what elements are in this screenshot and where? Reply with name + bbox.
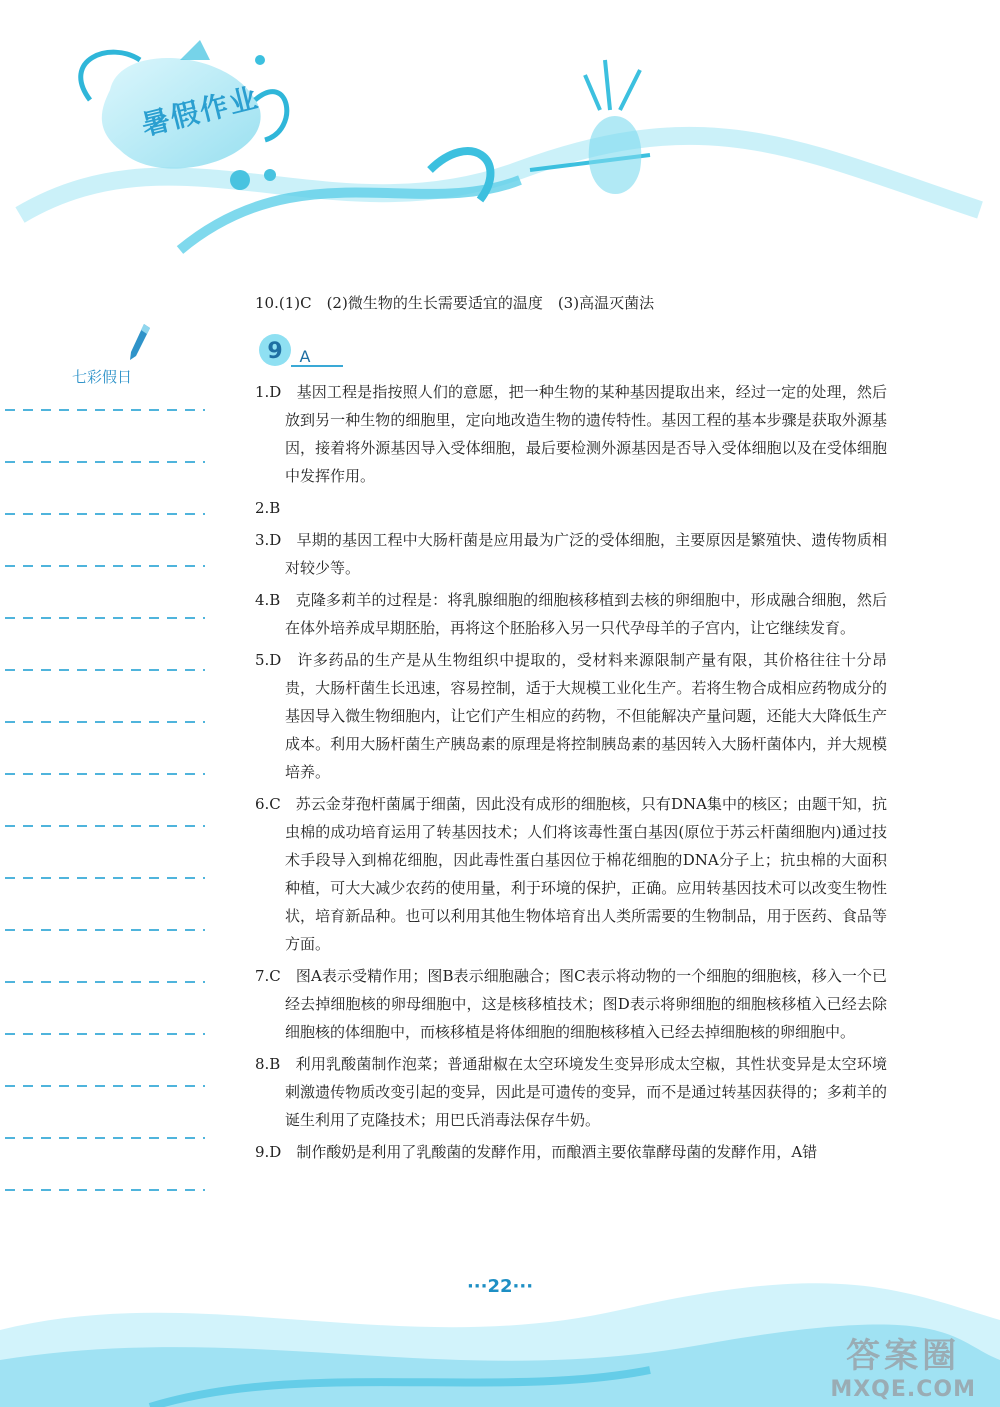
answer-item: 3.D 早期的基因工程中大肠杆菌是应用最为广泛的受体细胞，主要原因是繁殖快、遗传物质相对较少等。 [255, 531, 887, 577]
answer-item: 9.D 制作酸奶是利用了乳酸菌的发酵作用，而酿酒主要依靠酵母菌的发酵作用，A错 [255, 1143, 818, 1161]
header-title: 暑假作业 [138, 80, 263, 142]
note-lines [0, 400, 210, 1220]
watermark-top: 答案圈 [846, 1336, 961, 1376]
page-number: ···22··· [466, 1276, 534, 1297]
answer-item: 2.B [255, 499, 281, 517]
answer-item: 8.B 利用乳酸菌制作泡菜；普通甜椒在太空环境发生变异形成太空椒，其性状变异是太空环境刺激遗传物质改变引起的变异，因此是可遗传的变异，而不是通过转基因获得的；多莉羊的诞生利用了克隆技术；用巴氏消毒法保存牛奶。 [255, 1055, 887, 1129]
answer-item: 5.D 许多药品的生产是从生物组织中提取的，受材料来源限制产量有限，其价格往往十分昂贵，大肠杆菌生长迅速，容易控制，适于大规模工业化生产。若将生物合成相应药物成分的基因导入微生物细胞内，让它们产生相应的药物，不但能解决产量问题，还能大大降低生产成本。利用大肠杆菌生产胰岛素的原理是将控制胰岛素的基因转入大肠杆菌体内，并大规模培养。 [255, 651, 887, 781]
watermark-bottom: MXQE.COM [830, 1377, 976, 1402]
section-number: 9 [267, 339, 283, 364]
sidebar-label: 七彩假日 [72, 368, 133, 386]
watermark [830, 1328, 976, 1402]
answer-item: 6.C 苏云金芽孢杆菌属于细菌，因此没有成形的细胞核，只有DNA集中的核区；由题干知，抗虫棉的成功培育运用了转基因技术；人们将该毒性蛋白基因(原位于苏云杆菌细胞内)通过技术手段导入到棉花细胞，因此毒性蛋白基因位于棉花细胞的DNA分子上；抗虫棉的大面积种植，可大大减少农药的使用量，利于环境的保护，正确。应用转基因技术可以改变生物性状，培育新品种。也可以利用其他生物体培育出人类所需要的生物制品，用于医药、食品等方面。 [255, 795, 887, 953]
intro-answer: 10.(1)C (2)微生物的生长需要适宜的温度 (3)高温灭菌法 [255, 294, 655, 312]
answer-item: 7.C 图A表示受精作用；图B表示细胞融合；图C表示将动物的一个细胞的细胞核，移入一个已经去掉细胞核的卵母细胞中，这是核移植技术；图D表示将卵细胞的细胞核移植入已经去除细胞核的体细胞中，而核移植是将体细胞的细胞核移植入已经去掉细胞核的卵细胞中。 [255, 967, 887, 1041]
section-badge-art [255, 328, 345, 372]
answer-item: 1.D 基因工程是指按照人们的意愿，把一种生物的某种基因提取出来，经过一定的处理，然后放到另一种生物的细胞里，定向地改造生物的遗传特性。基因工程的基本步骤是获取外源基因，接着将外源基因导入受体细胞，最后要检测外源基因是否导入受体细胞以及在受体细胞中发挥作用。 [255, 383, 887, 485]
answer-content [255, 290, 887, 1170]
pen-icon [128, 322, 152, 362]
section-letter: A [299, 347, 311, 366]
answer-item: 4.B 克隆多莉羊的过程是：将乳腺细胞的细胞核移植到去核的卵细胞中，形成融合细胞，然后在体外培养成早期胚胎，再将这个胚胎移入另一只代孕母羊的子宫内，让它继续发育。 [255, 591, 887, 637]
section-badge [255, 328, 887, 372]
